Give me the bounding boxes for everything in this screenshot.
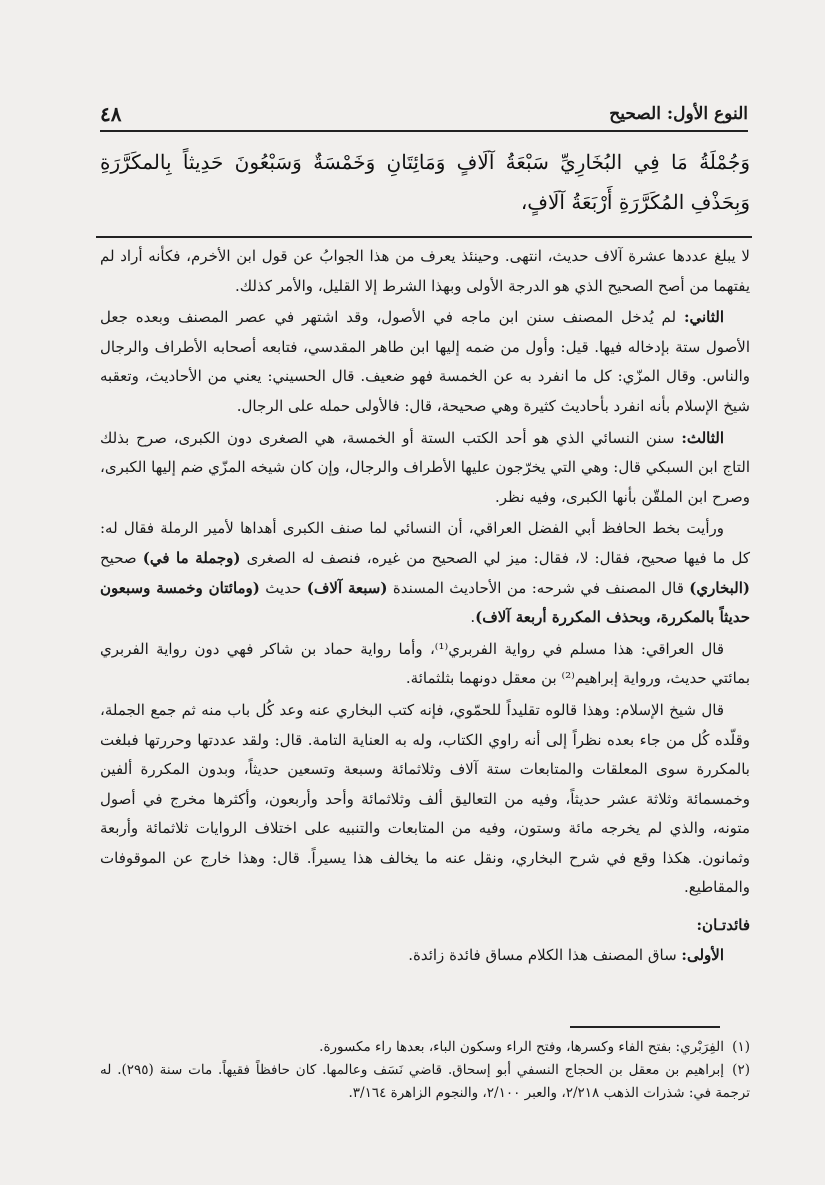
paragraph-6: قال شيخ الإسلام: وهذا قالوه تقليداً للحمّوي، فإنه كتب البخاري عنه وعد كُل باب منه ثم جمع الجملة، وقلّده كُل من جاء بعده نظراً إلى أنه راوي الكتاب، وله به العناية التامة. قال: ولقد عددتها وحررتها فبلغت بالمكررة سوى المعلقات والمتابعات ستة آلاف وثلاثمائة وسبعة وتسعين حديثاً، وبدون المكررة ألفين وخمسمائة وثلاثة عشر حديثاً، وفيه من التعاليق ألف وثلاثمائة وأحد وأربعون، وأكثرها مخرج في أصول متونه، والذي لم يخرجه مائة وستون، وفيه من المتابعات والتنبيه على اختلاف الروايات ثلاثمائة وأربعة وثمانون. هكذا وقع في شرح البخاري، ونقل عنه ما يخالف هذا يسيراً. قال: وهذا خارج عن الموقوفات والمقاطيع. [100, 700, 750, 897]
paragraph-4-text: صحيح [100, 548, 143, 567]
paragraph-3-text: سنن النسائي الذي هو أحد الكتب الستة أو الخمسة، هي الصغرى دون الكبرى، صرح بذلك التاج ابن السبكي قال: وهي التي يخرّجون عليها الأطراف والرجال، وإن كان شيخه المزّي ضم إليها الكبرى، وصرح ابن الملقّن بأنها الكبرى، وفيه نظر. [100, 428, 750, 506]
footnote-1 [100, 1036, 750, 1059]
paragraph-4-text: قال المصنف في شرحه: من الأحاديث المسندة [387, 578, 690, 597]
footnote-2-text: إبراهيم بن معقل بن الحجاج النسفي أبو إسحاق. قاضي نَسَف وعالمها. كان حافظاً فقيهاً. مات سنة (٢٩٥). له ترجمة في: شذرات الذهب ٢/٢١٨، والعبر ٢/١٠٠، والنجوم الزاهرة ٣/١٦٤. [100, 1062, 750, 1101]
quoted-phrase: (ومائتان وخمسة وسبعون حديثاً بالمكررة، وبحذف المكررة أربعة آلاف) [100, 578, 750, 627]
footnote-1-text: الفِرَبْري: بفتح الفاء وكسرها، وفتح الراء وسكون الباء، بعدها راء مكسورة. [319, 1039, 724, 1055]
paragraph-5: قال العراقي: هذا مسلم في رواية الفربري⁽¹⁾، وأما رواية حماد بن شاكر فهي دون رواية الفربري بمائتي حديث، ورواية إبراهيم⁽²⁾ بن معقل دونهما بثلثمائة. [100, 639, 750, 688]
footnote-2 [100, 1059, 750, 1105]
paragraph-3 [100, 424, 750, 513]
footnote-1-number: (١) [732, 1039, 750, 1055]
paragraph-7-text: ساق المصنف هذا الكلام مساق فائدة زائدة. [408, 945, 682, 964]
quoted-phrase: (البخاري) [689, 578, 750, 597]
paragraph-7-lead: الأولى: [681, 945, 724, 964]
paragraph-4-text: . [470, 608, 476, 627]
page-header [100, 100, 748, 132]
section-heading: فائدتـان: [696, 916, 750, 935]
page-number: ٤٨ [100, 102, 122, 126]
paragraph-7 [100, 941, 750, 971]
paragraph-1: لا يبلغ عددها عشرة آلاف حديث، انتهى. وحينئذ يعرف من هذا الجوابُ عن قول ابن الأخرم، فكأنه أراد لم يفتهما من أصح الصحيح الذي هو الدرجة الأولى وبهذا الشرط إلا القليل، والأمر كذلك. [100, 247, 750, 295]
footnote-divider [570, 1026, 720, 1028]
quoted-phrase: (سبعة آلاف) [306, 578, 388, 597]
paragraph-4 [100, 514, 750, 632]
paragraph-4-text: حديث [259, 578, 307, 597]
paragraph-2-text: لم يُدخل المصنف سنن ابن ماجه في الأصول، وقد اشتهر في عصر المصنف وبعده جعل الأصول ستة بإدخاله فيها. قيل: وأول من ضمه إليها ابن طاهر المقدسي، فتابعه أصحابه الأطراف والرجال والناس. وقال المزّي: كل ما انفرد به عن الخمسة فهو ضعيف. قال الحسيني: يعني من الأحاديث، وتعقبه شيخ الإسلام بأنه انفرد بأحاديث كثيرة وهي صحيحة، قال: فالأولى حمله على الرجال. [100, 308, 750, 415]
paragraph-3-lead: الثالث: [681, 428, 724, 447]
matn-divider [96, 236, 752, 238]
running-title: النوع الأول: الصحيح [609, 104, 748, 124]
footnotes [100, 1036, 750, 1105]
matn-text: وَجُمْلَةُ مَا فِي البُخَارِيِّ سَبْعَةُ آلَافٍ وَمَائِتَانِ وَخَمْسَةٌ وَسَبْعُونَ حَدِيثاً بِالمكَرَّرَةِ وَبِحَذْفِ المُكَرَّرَةِ أَرْبَعَةُ آلَافٍ، [100, 150, 750, 214]
paragraph-2-lead: الثاني: [683, 308, 724, 327]
quoted-phrase: (وجملة ما في) [142, 548, 241, 567]
paragraph-4-text: ورأيت بخط الحافظ أبي الفضل العراقي، أن النسائي لما صنف الكبرى أهداها لأمير الرملة فقال له: كل ما فيها صحيح، فقال: لا، فقال: ميز لي الصحيح من غيره، فنصف له الصغرى [100, 519, 750, 567]
paragraph-2 [100, 303, 750, 421]
commentary-body [100, 242, 750, 970]
footnote-2-number: (٢) [732, 1062, 750, 1078]
